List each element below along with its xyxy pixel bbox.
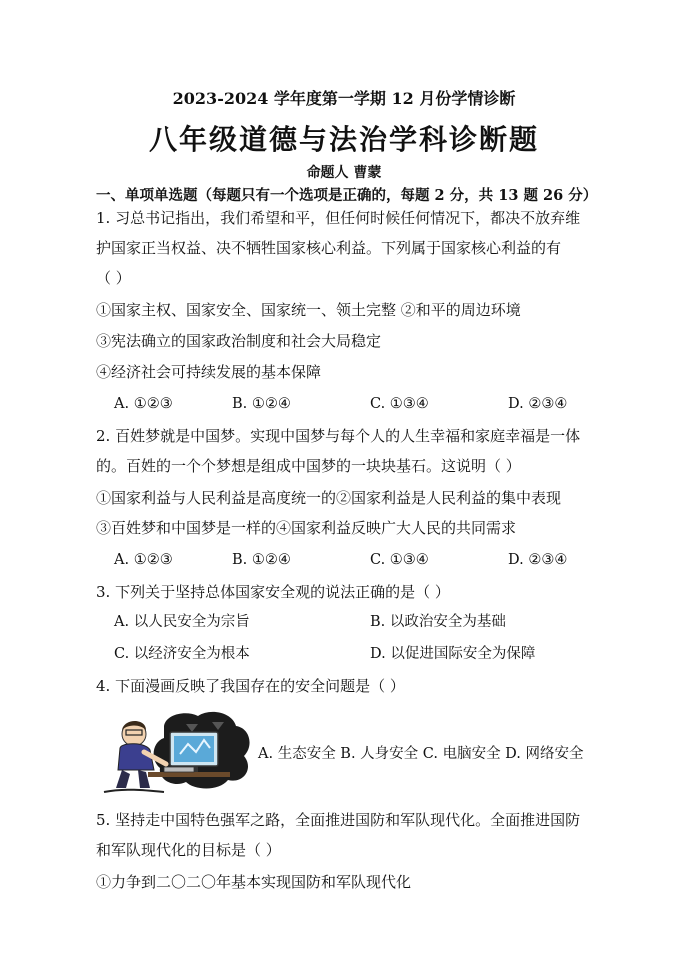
q1-option-c: C. ①③④ xyxy=(370,396,429,412)
q2-option-c: C. ①③④ xyxy=(370,552,429,568)
exam-author: 命题人 曹蒙 xyxy=(306,165,382,181)
q1-item-4: ④经济社会可持续发展的基本保障 xyxy=(96,363,322,381)
q2-option-b: B. ①②④ xyxy=(232,552,291,568)
q2-line2: 的。百姓的一个个梦想是组成中国梦的一块块基石。这说明（ ） xyxy=(96,457,521,475)
q2-item-1-2: ①国家利益与人民利益是高度统一的②国家利益是人民利益的集中表现 xyxy=(96,489,562,507)
q2-option-d: D. ②③④ xyxy=(508,552,568,568)
q1-item-1-2: ①国家主权、国家安全、国家统一、领土完整 ②和平的周边环境 xyxy=(96,301,521,319)
q2-line1: 2. 百姓梦就是中国梦。实现中国梦与每个人的人生幸福和家庭幸福是一体 xyxy=(96,427,581,445)
q5-line1: 5. 坚持走中国特色强军之路，全面推进国防和军队现代化。全面推进国防 xyxy=(96,811,581,829)
q1-item-3: ③宪法确立的国家政治制度和社会大局稳定 xyxy=(96,332,382,350)
cartoon-illustration xyxy=(94,708,256,794)
q3-option-c: C. 以经济安全为根本 xyxy=(114,646,250,662)
exam-subtitle: 2023-2024 学年度第一学期 12 月份学情诊断 xyxy=(172,89,516,108)
q4-options: A. 生态安全 B. 人身安全 C. 电脑安全 D. 网络安全 xyxy=(258,746,584,762)
q2-option-a: A. ①②③ xyxy=(114,552,173,568)
q3-line1: 3. 下列关于坚持总体国家安全观的说法正确的是（ ） xyxy=(96,583,450,601)
q1-option-a: A. ①②③ xyxy=(114,396,173,412)
q3-option-a: A. 以人民安全为宗旨 xyxy=(114,614,250,630)
q5-line2: 和军队现代化的目标是（ ） xyxy=(96,841,281,859)
exam-title: 八年级道德与法治学科诊断题 xyxy=(148,123,539,156)
q1-line2: 护国家正当权益、决不牺牲国家核心利益。下列属于国家核心利益的有 xyxy=(96,239,562,257)
q1-option-b: B. ①②④ xyxy=(232,396,291,412)
q2-item-3-4: ③百姓梦和中国梦是一样的④国家利益反映广大人民的共同需求 xyxy=(96,519,517,537)
q1-blank: （ ） xyxy=(96,269,131,287)
q1-option-d: D. ②③④ xyxy=(508,396,568,412)
section-heading: 一、单项单选题（每题只有一个选项是正确的，每题 2 分，共 13 题 26 分） xyxy=(96,187,598,204)
q4-line1: 4. 下面漫画反映了我国存在的安全问题是（ ） xyxy=(96,677,405,695)
q1-line1: 1. 习总书记指出，我们希望和平，但任何时候任何情况下，都决不放弃维 xyxy=(96,209,581,227)
q5-item-1: ①力争到二〇二〇年基本实现国防和军队现代化 xyxy=(96,873,412,891)
q3-option-b: B. 以政治安全为基础 xyxy=(370,614,506,630)
q3-option-d: D. 以促进国际安全为保障 xyxy=(370,646,536,662)
